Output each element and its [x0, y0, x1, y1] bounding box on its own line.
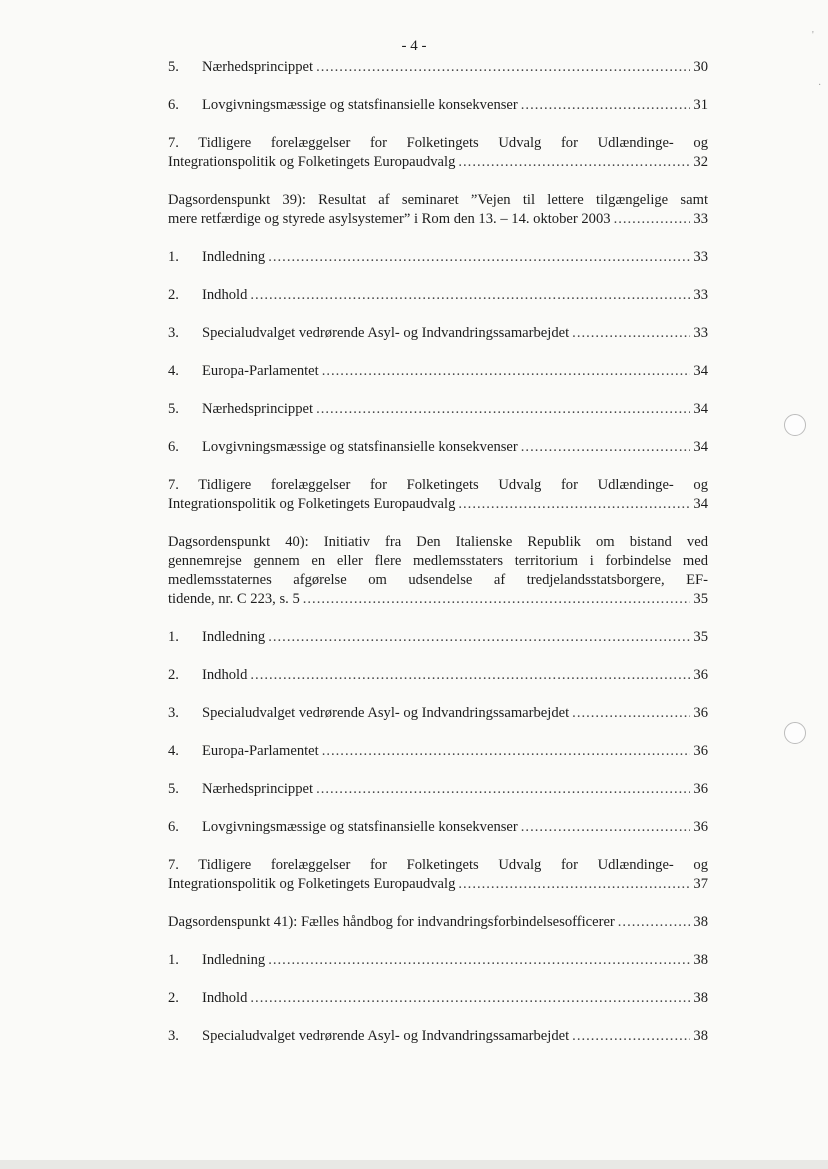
toc-entry-page: 38	[693, 990, 708, 1006]
toc-entry-number: 5.	[168, 401, 179, 417]
toc-entry[interactable]	[168, 666, 708, 685]
punch-hole	[784, 414, 806, 436]
toc-entry[interactable]	[168, 134, 708, 172]
toc-entry-label-line: 7. Tidligere forelæggelser for Folketingets Udvalg for Udlændinge- og	[168, 135, 708, 151]
toc-leader-dots	[268, 951, 690, 970]
section-heading-line: medlemsstaternes afgørelse om udsendelse af tredjelandsstatsborgere, EF-	[168, 572, 708, 588]
section-heading-line: Dagsordenspunkt 41): Fælles håndbog for indvandringsforbindelsesofficerer	[168, 914, 615, 930]
toc-leader-dots	[322, 362, 691, 381]
toc-entry[interactable]	[168, 1027, 708, 1046]
toc-entry-label: Nærhedsprincippet	[202, 401, 314, 417]
toc-leader-dots	[316, 58, 690, 77]
toc-entry-label: Nærhedsprincippet	[202, 781, 314, 797]
toc-leader-dots	[268, 628, 690, 647]
punch-hole	[784, 722, 806, 744]
toc-leader-dots	[458, 495, 690, 514]
toc-entry-label: Indledning	[202, 629, 266, 645]
toc-entry-label: Indledning	[202, 952, 266, 968]
section-heading-line: Dagsordenspunkt 39): Resultat af seminaret ”Vejen til lettere tilgængelige samt	[168, 192, 708, 208]
toc-entry-label: Specialudvalget vedrørende Asyl- og Indvandringssamarbejdet	[202, 705, 570, 721]
table-of-contents	[168, 58, 708, 1065]
toc-entry[interactable]	[168, 362, 708, 381]
toc-entry-label: Indhold	[202, 667, 248, 683]
toc-entry-page: 33	[693, 249, 708, 265]
toc-entry-page: 38	[693, 952, 708, 968]
toc-entry-number: 1.	[168, 249, 179, 265]
toc-section-heading[interactable]	[168, 913, 708, 932]
toc-entry-page: 34	[693, 401, 708, 417]
toc-entry[interactable]	[168, 628, 708, 647]
toc-entry-page: 34	[693, 439, 708, 455]
toc-entry-number: 3.	[168, 325, 179, 341]
toc-entry-number: 5.	[168, 781, 179, 797]
toc-leader-dots	[316, 400, 690, 419]
toc-entry[interactable]	[168, 324, 708, 343]
toc-leader-dots	[250, 286, 690, 305]
toc-entry-page: 33	[693, 325, 708, 341]
toc-entry-page: 36	[693, 705, 708, 721]
toc-leader-dots	[316, 780, 690, 799]
toc-entry-label: Indhold	[202, 287, 248, 303]
toc-section-heading[interactable]	[168, 191, 708, 229]
toc-entry-number: 1.	[168, 952, 179, 968]
toc-entry-number: 6.	[168, 819, 179, 835]
toc-entry-page: 38	[693, 914, 708, 930]
section-heading-line: tidende, nr. C 223, s. 5	[168, 591, 300, 607]
toc-entry-label: Europa-Parlamentet	[202, 363, 319, 379]
toc-entry[interactable]	[168, 400, 708, 419]
toc-entry-page: 34	[693, 496, 708, 512]
toc-leader-dots	[521, 818, 691, 837]
toc-entry[interactable]	[168, 780, 708, 799]
toc-entry[interactable]	[168, 58, 708, 77]
toc-entry-label: Lovgivningsmæssige og statsfinansielle konsekvenser	[202, 97, 518, 113]
toc-entry-label: Indhold	[202, 990, 248, 1006]
toc-section-heading[interactable]	[168, 533, 708, 609]
toc-entry-label-line: Integrationspolitik og Folketingets Europaudvalg	[168, 876, 456, 892]
toc-entry[interactable]	[168, 742, 708, 761]
section-heading-line: gennemrejse gennem en eller flere medlemsstaters territorium i forbindelse med	[168, 553, 708, 569]
toc-entry-page: 31	[693, 97, 708, 113]
toc-leader-dots	[572, 1027, 690, 1046]
toc-entry-label: Specialudvalget vedrørende Asyl- og Indvandringssamarbejdet	[202, 1028, 570, 1044]
toc-entry-page: 36	[693, 667, 708, 683]
toc-entry-number: 4.	[168, 363, 179, 379]
toc-entry-label-line: Integrationspolitik og Folketingets Europaudvalg	[168, 154, 456, 170]
toc-entry-page: 38	[693, 1028, 708, 1044]
toc-entry-page: 32	[693, 154, 708, 170]
toc-entry-label-line: 7. Tidligere forelæggelser for Folketingets Udvalg for Udlændinge- og	[168, 857, 708, 873]
toc-leader-dots	[572, 704, 690, 723]
toc-leader-dots	[458, 875, 690, 894]
toc-entry[interactable]	[168, 704, 708, 723]
scan-mark: ·	[818, 80, 822, 91]
toc-entry-number: 4.	[168, 743, 179, 759]
toc-entry[interactable]	[168, 476, 708, 514]
page-number: - 4 -	[401, 38, 427, 54]
toc-entry-label: Lovgivningsmæssige og statsfinansielle konsekvenser	[202, 439, 518, 455]
toc-entry-label-line: Integrationspolitik og Folketingets Europaudvalg	[168, 496, 456, 512]
page-bottom-edge	[0, 1160, 828, 1169]
toc-entry-number: 6.	[168, 97, 179, 113]
toc-leader-dots	[614, 210, 691, 229]
toc-entry-label: Lovgivningsmæssige og statsfinansielle konsekvenser	[202, 819, 518, 835]
toc-leader-dots	[268, 248, 690, 267]
toc-entry-number: 2.	[168, 990, 179, 1006]
toc-entry-label: Specialudvalget vedrørende Asyl- og Indvandringssamarbejdet	[202, 325, 570, 341]
toc-entry-page: 35	[693, 629, 708, 645]
scan-mark: '	[812, 30, 814, 41]
toc-leader-dots	[521, 438, 691, 457]
toc-entry[interactable]	[168, 818, 708, 837]
toc-entry-number: 2.	[168, 287, 179, 303]
section-heading-line: Dagsordenspunkt 40): Initiativ fra Den Italienske Republik om bistand ved	[168, 534, 708, 550]
toc-entry-page: 34	[693, 363, 708, 379]
toc-entry[interactable]	[168, 286, 708, 305]
toc-entry-number: 3.	[168, 705, 179, 721]
toc-leader-dots	[250, 989, 690, 1008]
toc-entry-page: 30	[693, 59, 708, 75]
toc-leader-dots	[250, 666, 690, 685]
toc-entry-page: 35	[693, 591, 708, 607]
toc-entry-page: 36	[693, 781, 708, 797]
toc-leader-dots	[618, 913, 691, 932]
section-heading-line: mere retfærdige og styrede asylsystemer” i Rom den 13. – 14. oktober 2003	[168, 211, 611, 227]
toc-entry-number: 2.	[168, 667, 179, 683]
toc-entry-page: 37	[693, 876, 708, 892]
toc-leader-dots	[322, 742, 691, 761]
toc-leader-dots	[303, 590, 691, 609]
toc-entry[interactable]	[168, 96, 708, 115]
toc-entry-number: 6.	[168, 439, 179, 455]
toc-entry[interactable]	[168, 248, 708, 267]
toc-entry-number: 3.	[168, 1028, 179, 1044]
toc-entry-label: Europa-Parlamentet	[202, 743, 319, 759]
toc-entry[interactable]	[168, 856, 708, 894]
toc-entry[interactable]	[168, 989, 708, 1008]
toc-entry-number: 1.	[168, 629, 179, 645]
toc-leader-dots	[458, 153, 690, 172]
toc-entry-page: 33	[693, 211, 708, 227]
toc-leader-dots	[572, 324, 690, 343]
toc-entry-label-line: 7. Tidligere forelæggelser for Folketingets Udvalg for Udlændinge- og	[168, 477, 708, 493]
toc-entry-number: 5.	[168, 59, 179, 75]
toc-entry-label: Indledning	[202, 249, 266, 265]
toc-leader-dots	[521, 96, 691, 115]
toc-entry-page: 33	[693, 287, 708, 303]
toc-entry-page: 36	[693, 743, 708, 759]
toc-entry-page: 36	[693, 819, 708, 835]
toc-entry[interactable]	[168, 438, 708, 457]
toc-entry[interactable]	[168, 951, 708, 970]
toc-entry-label: Nærhedsprincippet	[202, 59, 314, 75]
